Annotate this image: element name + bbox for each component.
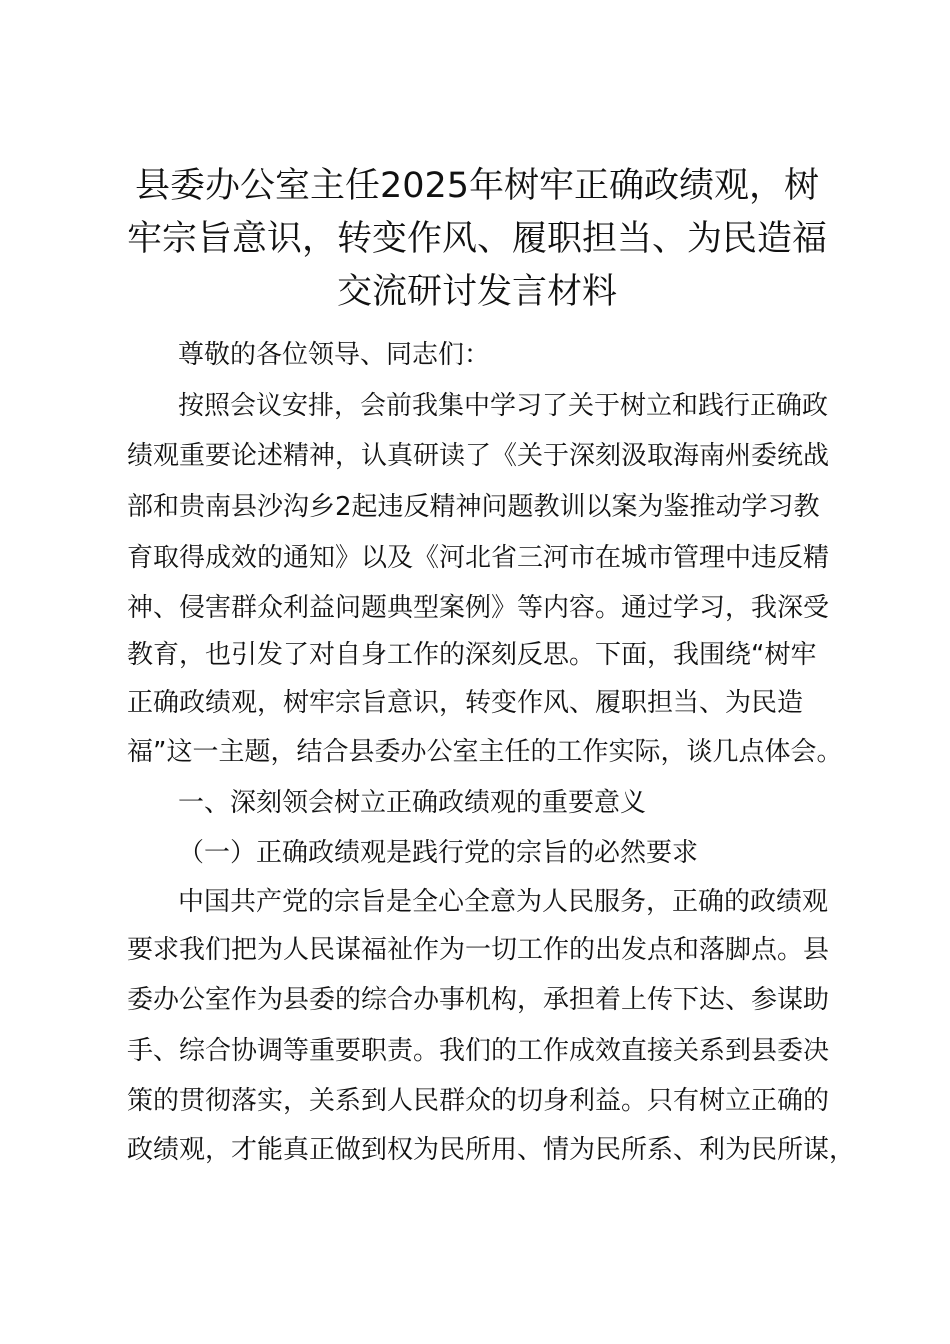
paragraph-line: 神、侵害群众利益问题典型案例》等内容。通过学习，我深受 xyxy=(127,593,830,623)
paragraph-line: 正确政绩观，树牢宗旨意识，转变作风、履职担当、为民造 xyxy=(127,688,804,718)
paragraph-line: 中国共产党的宗旨是全心全意为人民服务，正确的政绩观 xyxy=(178,887,829,917)
paragraph-line: 福”这一主题，结合县委办公室主任的工作实际，谈几点体会。 xyxy=(127,737,843,767)
paragraph-line: 要求我们把为人民谋福祉作为一切工作的出发点和落脚点。县 xyxy=(127,935,830,965)
subsection-heading: （一）正确政绩观是践行党的宗旨的必然要求 xyxy=(178,838,699,868)
section-heading: 一、深刻领会树立正确政绩观的重要意义 xyxy=(178,788,647,818)
paragraph-line: 政绩观，才能真正做到权为民所用、情为民所系、利为民所谋， xyxy=(127,1135,856,1165)
document-title xyxy=(120,160,834,319)
title-line: 交流研讨发言材料 xyxy=(336,272,617,312)
paragraph-line: 教育，也引发了对自身工作的深刻反思。下面，我围绕“树牢 xyxy=(127,640,817,670)
paragraph-line: 委办公室作为县委的综合办事机构，承担着上传下达、参谋助 xyxy=(127,985,830,1015)
paragraph-line: 按照会议安排，会前我集中学习了关于树立和践行正确政 xyxy=(178,391,829,421)
paragraph-line: 手、综合协调等重要职责。我们的工作成效直接关系到县委决 xyxy=(127,1036,830,1066)
title-line: 县委办公室主任2025年树牢正确政绩观，树 xyxy=(134,166,820,206)
paragraph-line: 绩观重要论述精神，认真研读了《关于深刻汲取海南州委统战 xyxy=(127,441,830,471)
paragraph-line: 育取得成效的通知》以及《河北省三河市在城市管理中违反精 xyxy=(127,543,830,573)
title-line: 牢宗旨意识，转变作风、履职担当、为民造福 xyxy=(126,219,827,259)
paragraph-line: 部和贵南县沙沟乡2起违反精神问题教训以案为鉴推动学习教 xyxy=(127,492,820,522)
salutation: 尊敬的各位领导、同志们： xyxy=(178,340,491,370)
paragraph-line: 策的贯彻落实，关系到人民群众的切身利益。只有树立正确的 xyxy=(127,1086,830,1116)
